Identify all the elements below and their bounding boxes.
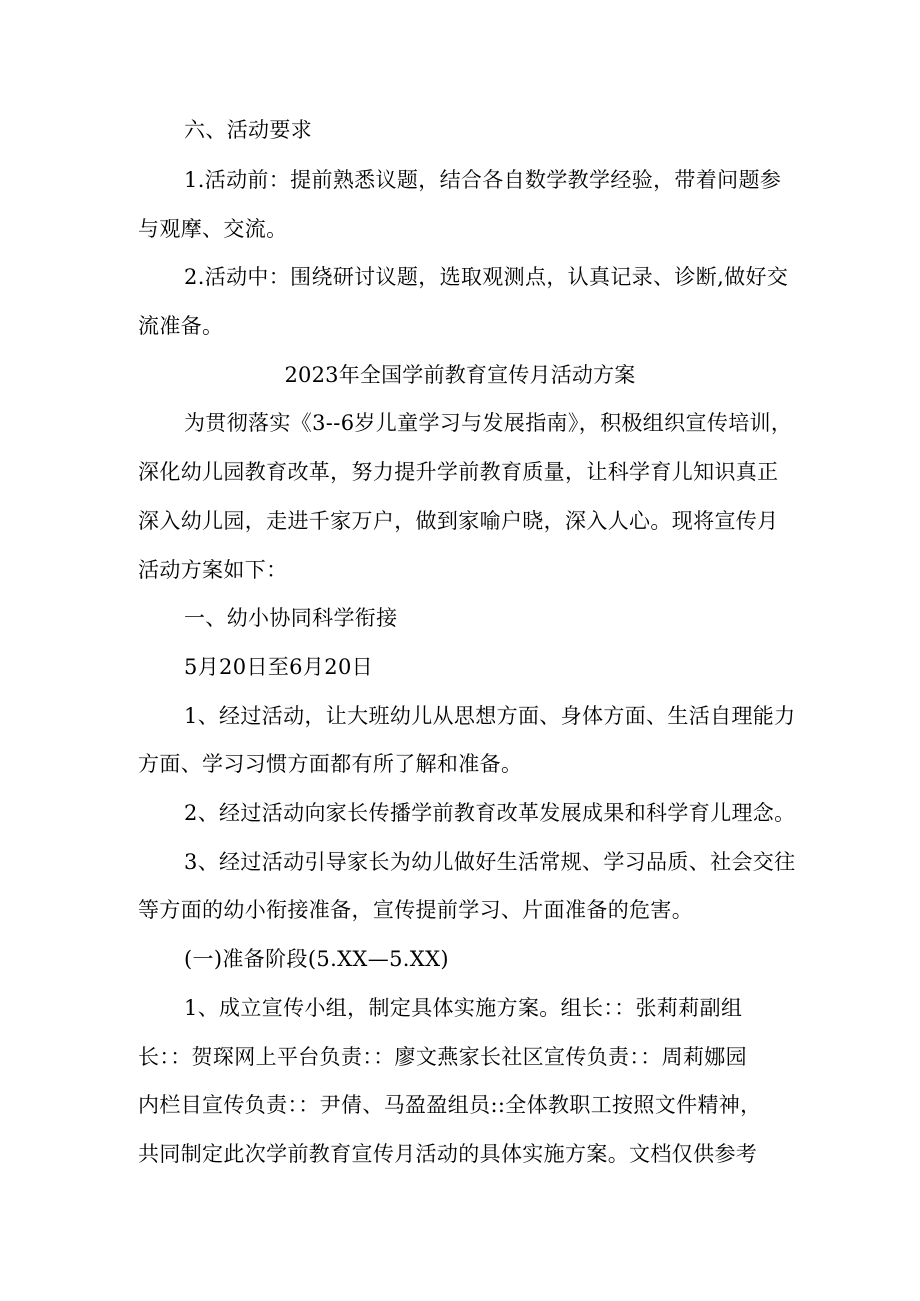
date-range: 5月20日至6月20日 bbox=[184, 655, 374, 679]
stage-1-line-3: 内栏目宣传负责：：尹倩、马盈盈组员::全体教职工按照文件精神， bbox=[138, 1093, 762, 1117]
item-3-line-1: 3、经过活动引导家长为幼儿做好生活常规、学习品质、社会交往 bbox=[184, 850, 796, 874]
requirement-1-line-1: 1.活动前：提前熟悉议题，结合各自数学教学经验，带着问题参 bbox=[184, 168, 782, 192]
requirement-1-line-2: 与观摩、交流。 bbox=[138, 217, 288, 241]
requirement-2-line-1: 2.活动中：围绕研讨议题，选取观测点，认真记录、诊断,做好交 bbox=[184, 265, 789, 289]
requirement-2-line-2: 流准备。 bbox=[138, 314, 224, 338]
intro-line-4: 活动方案如下： bbox=[138, 558, 288, 582]
part-1-heading: 一、幼小协同科学衔接 bbox=[184, 606, 398, 630]
item-1-line-1: 1、经过活动，让大班幼儿从思想方面、身体方面、生活自理能力 bbox=[184, 704, 796, 728]
item-1-line-2: 方面、学习习惯方面都有所了解和准备。 bbox=[138, 752, 523, 776]
intro-line-1: 为贯彻落实《3--6岁儿童学习与发展指南》，积极组织宣传培训， bbox=[184, 411, 793, 435]
item-2-line-1: 2、经过活动向家长传播学前教育改革发展成果和科学育儿理念。 bbox=[184, 801, 796, 825]
stage-1-line-1: 1、成立宣传小组，制定具体实施方案。组长：：张莉莉副组 bbox=[184, 996, 743, 1020]
stage-heading: (一)准备阶段(5.XX—5.XX) bbox=[184, 947, 449, 971]
intro-line-3: 深入幼儿园，走进千家万户，做到家喻户晓，深入人心。现将宣传月 bbox=[138, 509, 779, 533]
stage-1-line-2: 长：：贺琛网上平台负责：：廖文燕家长社区宣传负责：：周莉娜园 bbox=[138, 1045, 747, 1069]
section-heading: 六、活动要求 bbox=[184, 118, 313, 142]
item-3-line-2: 等方面的幼小衔接准备，宣传提前学习、片面准备的危害。 bbox=[138, 898, 694, 922]
intro-line-2: 深化幼儿园教育改革，努力提升学前教育质量，让科学育儿知识真正 bbox=[138, 460, 779, 484]
plan-title: 2023年全国学前教育宣传月活动方案 bbox=[284, 363, 636, 387]
stage-1-line-4: 共同制定此次学前教育宣传月活动的具体实施方案。文档仅供参考 bbox=[138, 1142, 758, 1166]
